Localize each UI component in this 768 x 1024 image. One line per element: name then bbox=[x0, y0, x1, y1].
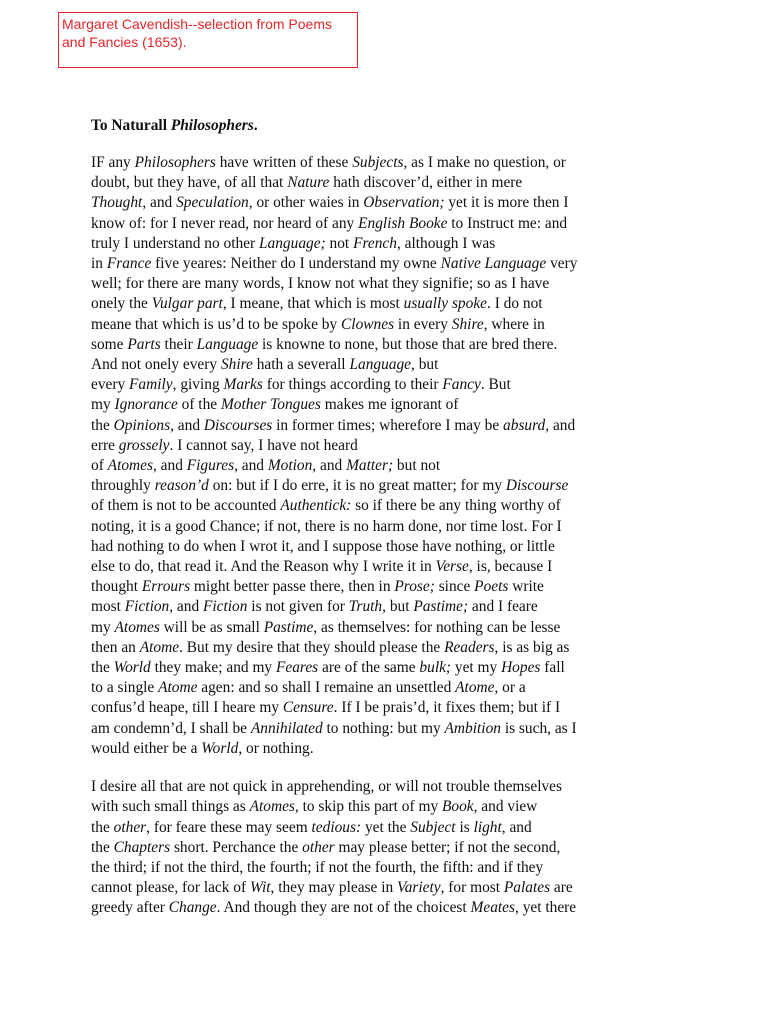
text-line: the other, for feare these may seem tedious: yet the Subject is light, and bbox=[91, 818, 532, 836]
text-line: of them is not to be accounted Authentick: so if there be any thing worthy of bbox=[91, 497, 561, 515]
text-line: confus’d heape, till I heare my Censure. If I be prais’d, it fixes them; but if I bbox=[91, 699, 561, 717]
text-line: onely the Vulgar part, I meane, that which is most usually spoke. I do not bbox=[91, 295, 543, 313]
text-line: would either be a World, or nothing. bbox=[91, 739, 314, 757]
text-line: the third; if not the third, the fourth; if not the fourth, the fifth: and if they bbox=[91, 858, 544, 876]
paragraphs bbox=[91, 153, 636, 919]
text-line: doubt, but they have, of all that Nature hath discover’d, either in mere bbox=[91, 174, 523, 192]
annotation-text: Margaret Cavendish--selection from Poems and Fancies (1653). bbox=[62, 16, 332, 50]
text-line: else to do, that read it. And the Reason why I write it in Verse, is, because I bbox=[91, 558, 553, 576]
text-line: my Ignorance of the Mother Tongues makes me ignorant of bbox=[91, 396, 459, 414]
text-line: the Opinions, and Discourses in former times; wherefore I may be absurd, and bbox=[91, 416, 576, 434]
text-line: then an Atome. But my desire that they should please the Readers, is as big as bbox=[91, 638, 570, 656]
text-line: greedy after Change. And though they are not of the choicest Meates, yet there bbox=[91, 899, 577, 917]
text-line: meane that which is us’d to be spoke by Clownes in every Shire, where in bbox=[91, 315, 545, 333]
document-body bbox=[91, 116, 636, 937]
page-title bbox=[91, 116, 636, 136]
text-line: noting, it is a good Chance; if not, there is no harm done, nor time lost. For I bbox=[91, 517, 562, 535]
text-line: Thought, and Speculation, or other waies in Observation; yet it is more then I bbox=[91, 194, 569, 212]
text-line: in France five yeares: Neither do I understand my owne Native Language very bbox=[91, 255, 578, 273]
text-line: some Parts their Language is knowne to none, but those that are bred there. bbox=[91, 335, 558, 353]
text-line: I desire all that are not quick in apprehending, or will not trouble themselves bbox=[91, 778, 562, 796]
paragraph bbox=[91, 153, 636, 759]
text-line: the World they make; and my Feares are of the same bulk; yet my Hopes fall bbox=[91, 659, 565, 677]
text-line: erre grossely. I cannot say, I have not heard bbox=[91, 436, 358, 454]
title-plain: To Naturall bbox=[91, 117, 171, 134]
paragraph bbox=[91, 777, 636, 918]
text-line: had nothing to do when I wrot it, and I suppose those have nothing, or little bbox=[91, 537, 555, 555]
text-line: And not onely every Shire hath a severall Language, but bbox=[91, 356, 439, 374]
text-line: am condemn’d, I shall be Annihilated to nothing: but my Ambition is such, as I bbox=[91, 719, 577, 737]
text-line: the Chapters short. Perchance the other may please better; if not the second, bbox=[91, 838, 561, 856]
text-line: my Atomes will be as small Pastime, as themselves: for nothing can be lesse bbox=[91, 618, 561, 636]
text-line: thought Errours might better passe there, then in Prose; since Poets write bbox=[91, 578, 544, 596]
text-line: truly I understand no other Language; not French, although I was bbox=[91, 234, 496, 252]
text-line: most Fiction, and Fiction is not given for Truth, but Pastime; and I feare bbox=[91, 598, 538, 616]
text-line: cannot please, for lack of Wit, they may please in Variety, for most Palates are bbox=[91, 879, 573, 897]
text-line: well; for there are many words, I know not what they signifie; so as I have bbox=[91, 275, 550, 293]
title-italic: Philosophers bbox=[170, 117, 254, 134]
text-line: to a single Atome agen: and so shall I remaine an unsettled Atome, or a bbox=[91, 679, 526, 697]
text-line: every Family, giving Marks for things according to their Fancy. But bbox=[91, 376, 511, 394]
text-line: with such small things as Atomes, to skip this part of my Book, and view bbox=[91, 798, 538, 816]
text-line: throughly reason’d on: but if I do erre, it is no great matter; for my Discourse bbox=[91, 477, 569, 495]
text-line: of Atomes, and Figures, and Motion, and Matter; but not bbox=[91, 457, 441, 475]
text-line: know of: for I never read, nor heard of any English Booke to Instruct me: and bbox=[91, 214, 568, 232]
text-line: IF any Philosophers have written of these Subjects, as I make no question, or bbox=[91, 154, 566, 171]
title-end: . bbox=[253, 117, 258, 134]
annotation-box bbox=[58, 12, 358, 68]
